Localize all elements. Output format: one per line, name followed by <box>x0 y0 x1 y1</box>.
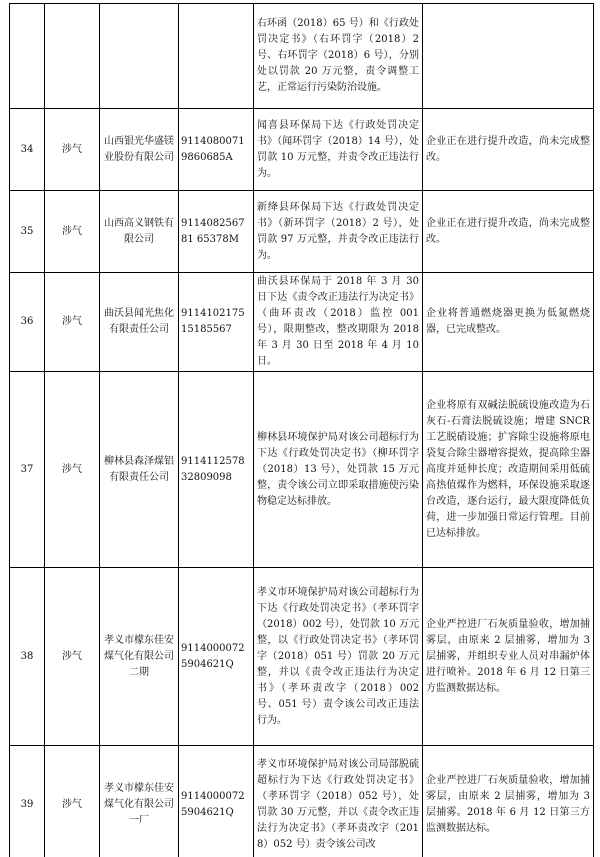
pollution-type: 涉气 <box>45 372 100 568</box>
row-number: 39 <box>10 746 45 857</box>
table-row <box>10 4 594 109</box>
row-number: 35 <box>10 191 45 273</box>
row-number: 38 <box>10 568 45 746</box>
company-name: 山西银光华盛镁业股份有限公司 <box>100 109 179 191</box>
penalty-text: 闻喜县环保局下达《行政处罚决定书》（闻环罚字（2018）14 号），处罚款 10 万元整，并责令改正违法行为。 <box>254 109 423 191</box>
table-row <box>10 191 594 273</box>
pollution-type: 涉气 <box>45 273 100 372</box>
company-name: 孝义市檬东佳安煤气化有限公司二期 <box>100 568 179 746</box>
company-name: 曲沃县闻光焦化有限责任公司 <box>100 273 179 372</box>
penalty-text: 孝义市环境保护局对该公司局部脱硫超标行为下达《行政处罚决定书》（孝环罚字（2018）052 号），处罚款 30 万元整，并以《责令改正违法行为决定书》（孝环责改字（2018）052 号）责令该公司改 <box>254 746 423 857</box>
rectification-text: 企业严控进厂石灰质量验收，增加捕雾层，由原来 2 层捕雾，增加为 3 层捕雾。2018 年 6 月 12 日第三方监测数据达标。 <box>423 746 594 857</box>
rectification-text: 企业将普通燃烧器更换为低氮燃烧器，已完成整改。 <box>423 273 594 372</box>
pollution-type: 涉气 <box>45 109 100 191</box>
table-row <box>10 746 594 857</box>
penalty-text: 孝义市环境保护局对该公司超标行为下达《行政处罚决定书》（孝环罚字（2018）002 号），处罚款 10 万元整，以《行政处罚决定书》（孝环罚字（2018）051 号）罚款 20 万元整，并以《责令改正违法行为决定书》（孝环责改字（2018）002 号、051 号）责令该公司改正违法行为。 <box>254 568 423 746</box>
table-row <box>10 372 594 568</box>
pollution-type: 涉气 <box>45 191 100 273</box>
rectification-text <box>423 4 594 109</box>
pollution-type <box>45 4 100 109</box>
company-name: 山西高义钢铁有限公司 <box>100 191 179 273</box>
table-row <box>10 568 594 746</box>
row-number: 36 <box>10 273 45 372</box>
rectification-text: 企业正在进行提升改造，尚未完成整改。 <box>423 191 594 273</box>
credit-code <box>179 4 254 109</box>
penalty-text: 右环函（2018）65 号）和《行政处罚决定书》（右环罚字（2018）2 号、右环罚字（2018）6 号），分别处以罚款 20 万元整，责令调整工艺，正常运行污染防治设施。 <box>254 4 423 109</box>
credit-code: 911411257832809098 <box>179 372 254 568</box>
credit-code: 91140000725904621Q <box>179 746 254 857</box>
company-name: 柳林县森泽煤铝有限责任公司 <box>100 372 179 568</box>
row-number: 37 <box>10 372 45 568</box>
rectification-text: 企业严控进厂石灰质量验收，增加捕雾层，由原来 2 层捕雾，增加为 3 层捕雾，并组织专业人员对串漏炉体进行喷补。2018 年 6 月 12 日第三方监测数据达标。 <box>423 568 594 746</box>
rectification-text: 企业将原有双碱法脱硫设施改造为石灰石-石膏法脱硫设施；增建 SNCR 工艺脱硝设施；扩容除尘设施将原电袋复合除尘器增容提效，提高除尘器高度并延伸长度；改造期间采用低硫高热值煤作为燃料，环保设施采取逐台改造，逐台运行，最大限度降低负荷，进一步加强日常运行管理。目前已达标排放。 <box>423 372 594 568</box>
penalty-text: 曲沃县环保局于 2018 年 3 月 30 日下达《责令改正违法行为决定书》（曲环责改（2018）监控 001 号），限期整改，整改期限为 2018 年 3 月 30 日至 2018 年 4 月 10 日。 <box>254 273 423 372</box>
credit-code: 911410217515185567 <box>179 273 254 372</box>
rectification-text: 企业正在进行提升改造，尚未完成整改。 <box>423 109 594 191</box>
penalty-text: 新绛县环保局下达《行政处罚决定书》（新环罚字（2018）2 号），处罚款 97 万元整，并责令改正违法行为。 <box>254 191 423 273</box>
credit-code: 91140800719860685A <box>179 109 254 191</box>
credit-code: 911408256781 65378M <box>179 191 254 273</box>
pollution-type: 涉气 <box>45 746 100 857</box>
enforcement-table <box>9 3 594 857</box>
row-number <box>10 4 45 109</box>
company-name <box>100 4 179 109</box>
penalty-text: 柳林县环境保护局对该公司超标行为下达《行政处罚决定书》（柳环罚字（2018）13 号），处罚款 15 万元整，责令该公司立即采取措施使污染物稳定达标排放。 <box>254 372 423 568</box>
credit-code: 91140000725904621Q <box>179 568 254 746</box>
company-name: 孝义市檬东佳安煤气化有限公司一厂 <box>100 746 179 857</box>
row-number: 34 <box>10 109 45 191</box>
table-row <box>10 109 594 191</box>
pollution-type: 涉气 <box>45 568 100 746</box>
table-row <box>10 273 594 372</box>
